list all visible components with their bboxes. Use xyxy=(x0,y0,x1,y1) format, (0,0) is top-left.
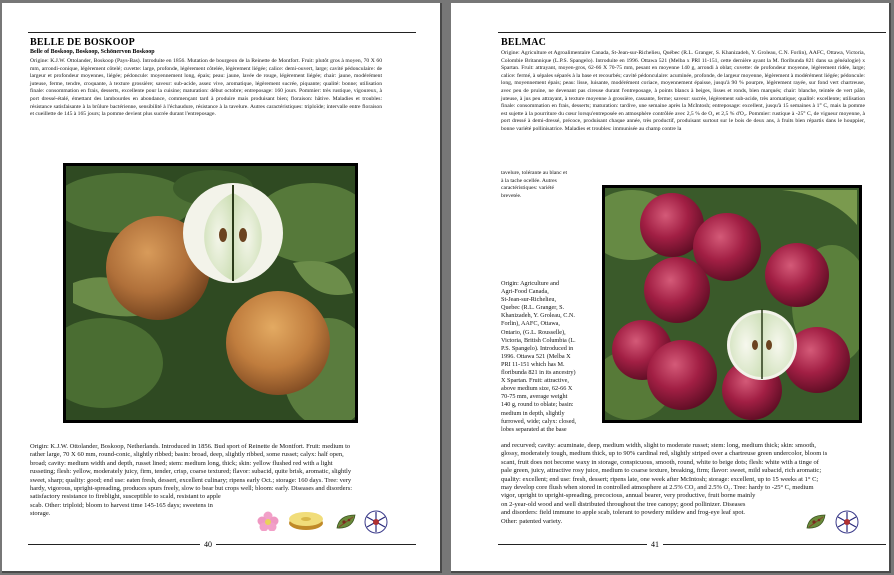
bottom-rule xyxy=(498,544,886,545)
variety-synonyms: Belle of Boskoop, Boskoop, Schönervon Boskoop xyxy=(30,49,155,55)
snowflake-icon xyxy=(835,510,859,539)
apple-photo-belmac xyxy=(602,185,862,423)
flower-icon xyxy=(257,511,279,536)
top-rule xyxy=(498,32,886,33)
left-page xyxy=(2,3,442,573)
apple-photo-illustration xyxy=(602,185,862,423)
top-rule xyxy=(28,32,416,33)
english-description-continued: and recurved; cavity: acuminate, deep, medium width, slight to moderate russet; stem: long, medium thick; skin: smooth, glossy, moderately tough, medium thick, up to 90% cardinal red, slightly striped over a chartreuse green undercolor, bloom is scant, fruit does not become waxy in storage, conspicuous, smooth, round, white to beige dots; flesh: white with a tinge of pale green, juicy, attractive rosy juice, medium to coarse texture, breaking, firm; flavor: sweet, mild subacid, rich aromatic; quality: excellent; end use: fresh, dessert; ripens late, one week after McIntosh; storage: excellent, up to 15 weeks at 1° C; may develop core flush when stored in controlled atmosphere at 2.5% CO₂ and 2.5% O₂. Tree: hardy to -25° C, medium vigor, upright to upright-spreading, precocious, annual bearer, very productive, fruit borne mainly on 2-year-old wood and well distributed throughout the tree canopy; good pollinizer. Diseases and disorders: field immune to apple scab, tolerant to powdery mildew and frog-eye leaf spot. Other: patented variety. xyxy=(501,442,828,525)
variety-title: BELLE DE BOSKOOP xyxy=(30,37,135,48)
leaf-icon xyxy=(805,513,827,536)
french-description: Origine: K.J.W. Ottolander, Boskoop (Pays-Bas). Introduite en 1856. Mutation de bourgeon de la Reinette de Montfort. Fruit: plutôt gros à moyen, 70 X 60 mm, arrondi-conique, légèrement côtelé; cuvette: large, profonde, légèrement côtelée, légèrement liégée; calice: demi-ouvert, large; cavité pédonculaire: de largeur et profondeur moyennes, liégée; pédoncule: moyennement long, épais; peau: jaune, lavée de rouge, légèrement liégée; chair: jaune, modérément juteuse, ferme, tendre, croquante, à texture grossière; saveur: sub-acide, assez vive, aromatique, légèrement sucrée, piquante; qualité: bonne; utilisation finale: consommation en frais, desserts, excellente pour la cuisine; maturation: début octobre; entreposage: 160 jours. Pommier: très rustique, vigoureux, à port dressé-étalé, émettant des lambourdes en abondance, commençant tard à produire mais produisant bien; floraison: hâtive. Maladies et troubles: résistance satisfaisante à la brûlure bactérienne, sensibilité à l'échaudure, résistance à la tavelure. Autres caractéristiques: triploïde; intervalle entre floraison et cueillette de 145 à 165 jours; la pomme devient plus sucrée durant l'entreposage. xyxy=(30,58,382,118)
page-number: 40 xyxy=(200,540,216,549)
variety-title: BELMAC xyxy=(501,37,547,48)
apple-photo-belle-de-boskoop xyxy=(63,163,358,423)
snowflake-icon xyxy=(364,510,388,539)
english-description: Origin: K.J.W. Ottolander, Boskoop, Netherlands. Introduced in 1856. Bud sport of Reinette de Montfort. Fruit: medium to rather large, 70 X 60 mm, round-conic, slightly ribbed; basin: broad, deep, slightly ribbed, some russet; calyx: half open, broad; cavity: medium width and depth, russet lined; stem: medium long, thick; skin: yellow flushed red with a light russeting; flesh: yellow, moderately juicy, firm, tender, crisp, coarse textured; flavor: subacid, quite brisk, aromatic, slightly sweet, sharp; quality: good; end use: eaten fresh, dessert, excellent culinary; ripens early Oct.; storage: 160 days. Tree: very hardy, vigorous, upright-spreading, produces spurs freely, slow to bear but crops well; bloom: early. Diseases and disorders: satisfactory resistance to fireblight, susceptible to scald, resistant to apple scab. Other: triploid; bloom to harvest time 145-165 days; sweetens in storage. xyxy=(30,443,353,518)
french-description-continued: tavelure, tolérante au blanc et à la tache ocellée. Autres caractéristiques: variété brevetée. xyxy=(501,170,568,199)
page-number: 41 xyxy=(647,540,663,549)
right-page xyxy=(451,3,891,573)
french-description: Origine: Agriculture et Agroalimentaire Canada, St-Jean-sur-Richelieu, Québec (R.L. Granger, S. Khanizadeh, Y. Groleau, C.N. Forlin), AAFC, Ottawa, Victoria, Colombie Britannique (L.P.S. Spangelo). Introduite en 1996. Ottawa 521 (Melba x PRI 11-151, cette dernière ayant la M. floribunda 821 dans sa généalogie) x Spartan. Fruit: attrayant, moyen-gros, 62-66 X 70-75 mm, pesant en moyenne 140 g, arrondi à oblat; cuvette: de profondeur moyenne, légèrement ridée, large; calice: fermé, à sépales séparés à la base et recourbés; cavité pédonculaire: acuminée, profonde, de largeur moyenne, légèrement à modérément liégée; pédoncule: long, moyennement épais; peau: lisse, luisante, modérément coriace, moyennement épaisse, jusqu'à 90 % pourpre, légèrement rayée, sur fond vert chartreuse, avec peu de pruine, ne devenant pas cireuse durant l'entreposage, à points blancs à beiges, lisses et ronds, bien marqués; chair: blanche, teintée de vert pâle, juteuse, à jus peu attrayant, à texture moyenne à grossière, cassante, ferme; saveur: sucrée, légèrement sub-acide, très aromatique; qualité: excellente; utilisation finale: consommation en frais, desserts; maturation: tardive, une semaine après la McIntosh; entreposage: excellent, jusqu'à 15 semaines à 1° C, mais la pomme est sujette à la pourriture du cœur lorsqu'entreposée en atmosphère contrôlée avec 2,5 % de O₂ et 2,5 % d'O₂. Pommier: rustique à -25° C, de vigueur moyenne, à port dressé à demi-dressé, précoce, produisant chaque année, très productif, produisant surtout sur le bois de deux ans, à fruits bien répartis dans le houppier, bonne variété pollinisatrice. Maladies et troubles: immunisée au champ contre la xyxy=(501,50,865,132)
leaf-icon xyxy=(335,513,357,536)
apple-slice-icon xyxy=(288,511,324,536)
apple-photo-illustration xyxy=(63,163,358,423)
bottom-rule xyxy=(28,544,416,545)
english-description: Origin: Agriculture and Agri-Food Canada, St-Jean-sur-Richelieu, Quebec (R.L. Granger, S. Khanizadeh, Y. Groleau, C.N. Forlin), AAFC, Ottawa, Ontario, (G.L. Rousselle), Victoria, British Columbia (L. P.S. Spangelo). Introduced in 1996. Ottawa 521 (Melba X PRI 11-151 which has M. floribunda 821 in its ancestry) X Spartan. Fruit: attractive, above medium size, 62-66 X 70-75 mm, average weight 140 g, round to oblate; basin: medium in depth, slightly furrowed, wide; calyx: closed, lobes separated at the base xyxy=(501,280,577,433)
